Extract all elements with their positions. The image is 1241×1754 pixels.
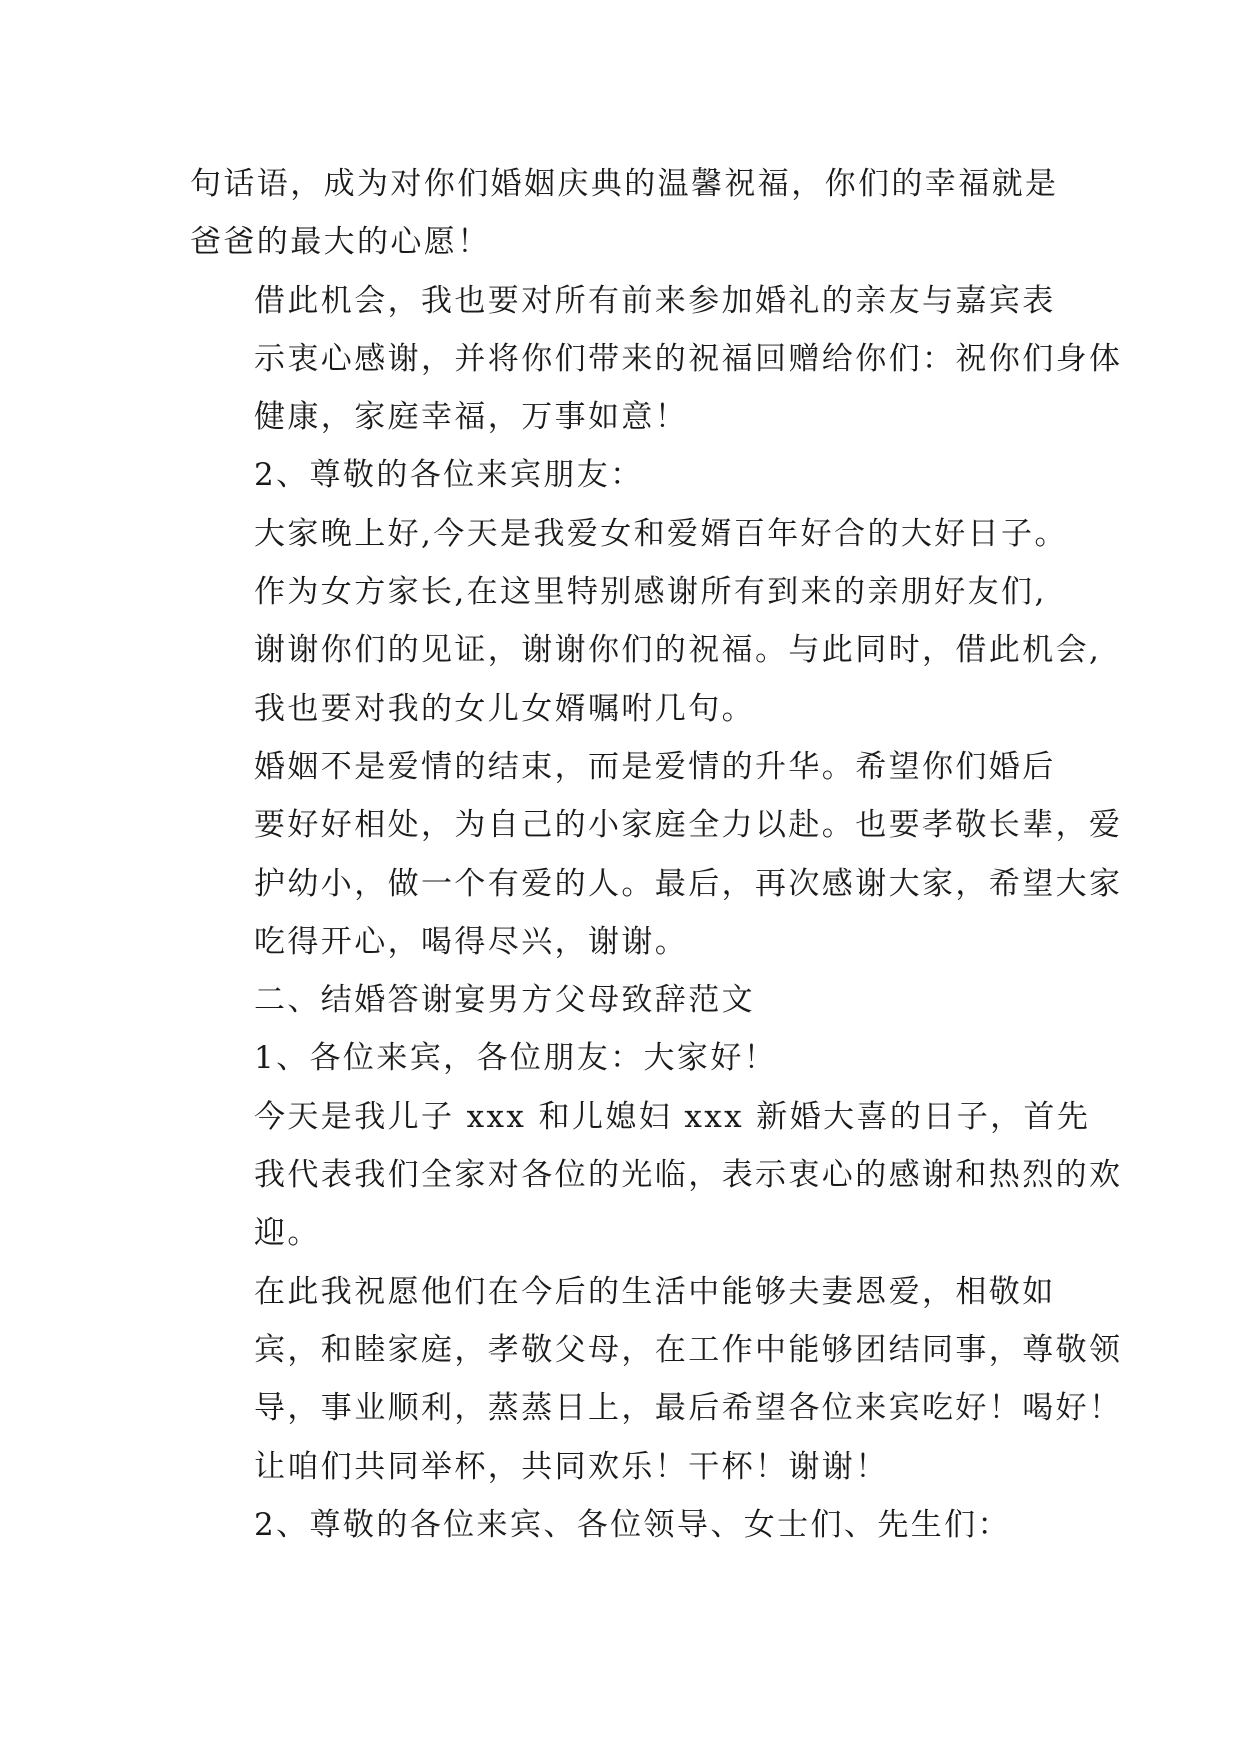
- paragraph-blessing-closing: [190, 155, 1070, 272]
- text-line: 二、结婚答谢宴男方父母致辞范文: [254, 982, 755, 1019]
- section-heading-groom-parents: [190, 971, 1070, 1029]
- text-line: 宾，和睦家庭，孝敬父母，在工作中能够团结同事，尊敬领: [254, 1331, 1123, 1368]
- text-line: 1、各位来宾，各位朋友：大家好！: [254, 1040, 778, 1077]
- text-line: 让咱们共同举杯，共同欢乐！干杯！谢谢！: [254, 1448, 889, 1485]
- paragraph-marriage-advice: [190, 738, 1123, 971]
- text-line: 迎。: [254, 1215, 321, 1252]
- paragraph-wedding-day: [190, 1088, 1123, 1263]
- paragraph-wishes-toast: [190, 1263, 1123, 1496]
- text-line: 2、尊敬的各位来宾朋友：: [254, 457, 644, 494]
- text-line: 导，事业顺利，蒸蒸日上，最后希望各位来宾吃好！喝好！: [254, 1390, 1123, 1427]
- text-line: 健康，家庭幸福，万事如意！: [254, 399, 689, 436]
- paragraph-speech-2-greeting: [190, 446, 1070, 504]
- document-body: [190, 155, 1123, 1554]
- text-line: 谢谢你们的见证，谢谢你们的祝福。与此同时，借此机会,: [254, 632, 1102, 669]
- text-line: 今天是我儿子 xxx 和儿媳妇 xxx 新婚大喜的日子，首先: [254, 1098, 1091, 1135]
- text-line: 2、尊敬的各位来宾、各位领导、女士们、先生们：: [254, 1506, 1011, 1543]
- paragraph-good-evening: [190, 505, 1070, 563]
- text-line: 婚姻不是爱情的结束，而是爱情的升华。希望你们婚后: [254, 748, 1056, 785]
- text-line: 作为女方家长,在这里特别感谢所有到来的亲朋好友们,: [254, 574, 1047, 611]
- text-line: 大家晚上好,今天是我爱女和爱婿百年好合的大好日子。: [254, 515, 1068, 552]
- paragraph-bride-parents-thanks: [190, 563, 1102, 738]
- text-line: 在此我祝愿他们在今后的生活中能够夫妻恩爱，相敬如: [254, 1273, 1056, 1310]
- paragraph-speech-2-groom-greeting: [190, 1496, 1070, 1554]
- text-line: 要好好相处，为自己的小家庭全力以赴。也要孝敬长辈，爱: [254, 807, 1123, 844]
- text-line: 护幼小，做一个有爱的人。最后，再次感谢大家，希望大家: [254, 865, 1123, 902]
- text-line: 示衷心感谢，并将你们带来的祝福回赠给你们：祝你们身体: [254, 340, 1123, 377]
- paragraph-thanks-guests: [190, 272, 1123, 447]
- text-line: 我代表我们全家对各位的光临，表示衷心的感谢和热烈的欢: [254, 1157, 1123, 1194]
- text-line: 吃得开心，喝得尽兴，谢谢。: [254, 923, 689, 960]
- text-line: 句话语，成为对你们婚姻庆典的温馨祝福，你们的幸福就是: [190, 166, 1059, 202]
- text-line: 爸爸的最大的心愿！: [190, 224, 491, 261]
- paragraph-speech-1-greeting: [190, 1029, 1070, 1087]
- text-line: 我也要对我的女儿女婿嘱咐几句。: [254, 690, 755, 727]
- text-line: 借此机会，我也要对所有前来参加婚礼的亲友与嘉宾表: [254, 282, 1056, 319]
